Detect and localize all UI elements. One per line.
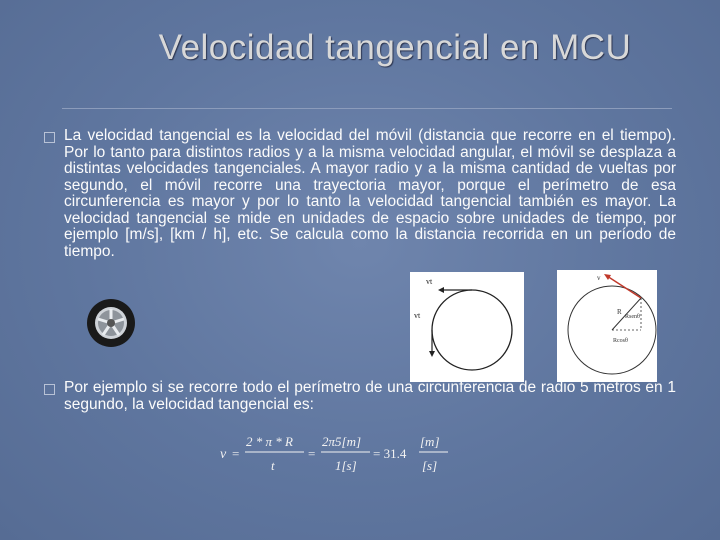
formula-den2: 1[s] [335,458,357,473]
vt-label-top: vt [426,277,433,286]
vt-label-left: vt [414,311,421,320]
formula-num2: 2π5[m] [322,434,362,449]
formula-eq-2: = [308,446,316,461]
radius-decomposition-diagram [557,270,657,382]
wheel-image [86,298,136,348]
bullet-square-icon [44,132,55,143]
formula-num1: 2 * π * R [246,434,293,449]
formula-den3: [s] [422,458,438,473]
bullet-square-icon [44,384,55,395]
formula-num3: [m] [420,434,440,449]
formula-eq-1: = [232,446,240,461]
title-divider [62,108,672,109]
rsen-label: Rsenθ [625,314,640,320]
v-label: v [597,274,601,282]
paragraph-example: Por ejemplo si se recorre todo el perímetro de una circunferencia de radio 5 metros en 1 segundo, la velocidad tangencial es: [64,379,676,413]
velocity-formula [218,428,458,480]
tangential-velocity-diagram [410,272,524,382]
rcos-label: Rcosθ [613,338,628,344]
paragraph-definition: La velocidad tangencial es la velocidad del móvil (distancia que recorre en el tiempo). Por lo tanto para distintos radios y a la misma velocidad angular, el móvil se desplaza a distintas velocidades tangenciales. A mayor radio y a la misma cantidad de vueltas por segundo, el móvil recorre una trayectoria mayor, porque el perímetro de esa circunferencia es mayor y por lo tanto la velocidad tangencial también es mayor. La velocidad tangencial se mide en unidades de espacio sobre unidades de tiempo, por ejemplo [m/s], [km / h], etc. Se calcula como la distancia recorrida en un período de tiempo. [64,127,676,260]
formula-lhs: v [220,447,227,462]
r-label: R [617,308,622,316]
formula-coef: = 31.4 [373,446,407,461]
formula-den1: t [271,458,275,473]
slide-title: Velocidad tangencial en MCU [158,28,632,67]
